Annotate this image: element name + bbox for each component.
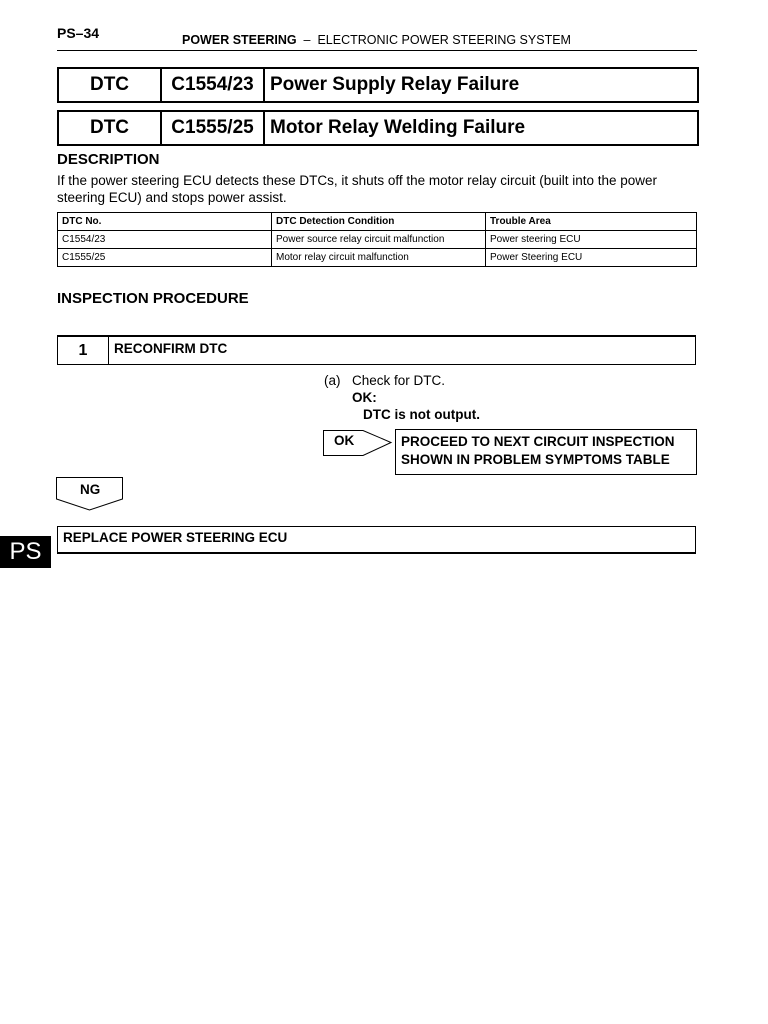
dtc-title-box-1: [57, 67, 699, 103]
step-box-1: [57, 335, 696, 365]
dtc-name: Motor Relay Welding Failure: [270, 117, 526, 138]
table-header-cell: DTC No.: [58, 213, 272, 231]
dtc-label: DTC: [59, 112, 162, 144]
step-number: 1: [58, 337, 109, 364]
inspection-heading: INSPECTION PROCEDURE: [57, 290, 249, 307]
step-title: RECONFIRM DTC: [114, 341, 228, 356]
proceed-line-1: PROCEED TO NEXT CIRCUIT INSPECTION: [401, 434, 675, 449]
proceed-line-2: SHOWN IN PROBLEM SYMPTOMS TABLE: [401, 452, 670, 467]
sub-step-marker: (a): [324, 373, 341, 388]
header-subsection: ELECTRONIC POWER STEERING SYSTEM: [317, 33, 571, 47]
page-number: PS–34: [57, 25, 100, 41]
dtc-label: DTC: [59, 69, 162, 101]
table-header-cell: DTC Detection Condition: [272, 213, 486, 231]
dtc-name: Power Supply Relay Failure: [270, 74, 520, 95]
dtc-code: C1555/25: [162, 112, 265, 144]
ng-arrow-label: NG: [80, 482, 101, 497]
table-header-cell: Trouble Area: [486, 213, 697, 231]
table-cell: Motor relay circuit malfunction: [272, 249, 486, 267]
proceed-box: [395, 429, 697, 475]
replace-box: REPLACE POWER STEERING ECU: [57, 526, 696, 554]
header-title: [182, 33, 571, 47]
header-rule: [57, 50, 697, 51]
description-text: If the power steering ECU detects these DTCs, it shuts off the motor relay circuit (built into the power steering ECU) and stops power assist.: [57, 173, 658, 205]
header-separator: –: [303, 33, 311, 47]
dtc-title-box-2: [57, 110, 699, 146]
table-row: [58, 231, 697, 249]
ok-arrow-label: OK: [334, 433, 355, 448]
table-row: [58, 249, 697, 267]
ok-label: OK:: [352, 390, 377, 405]
ok-result: DTC is not output.: [363, 407, 480, 422]
table-cell: Power source relay circuit malfunction: [272, 231, 486, 249]
section-tab: PS: [0, 536, 51, 568]
sub-step-text: Check for DTC.: [352, 373, 446, 388]
table-cell: Power steering ECU: [486, 231, 697, 249]
table-cell: C1555/25: [58, 249, 272, 267]
header-section: POWER STEERING: [182, 33, 297, 47]
table-header-row: [58, 213, 697, 231]
table-cell: C1554/23: [58, 231, 272, 249]
dtc-table: [57, 212, 697, 267]
table-cell: Power Steering ECU: [486, 249, 697, 267]
dtc-code: C1554/23: [162, 69, 265, 101]
description-heading: DESCRIPTION: [57, 151, 160, 168]
